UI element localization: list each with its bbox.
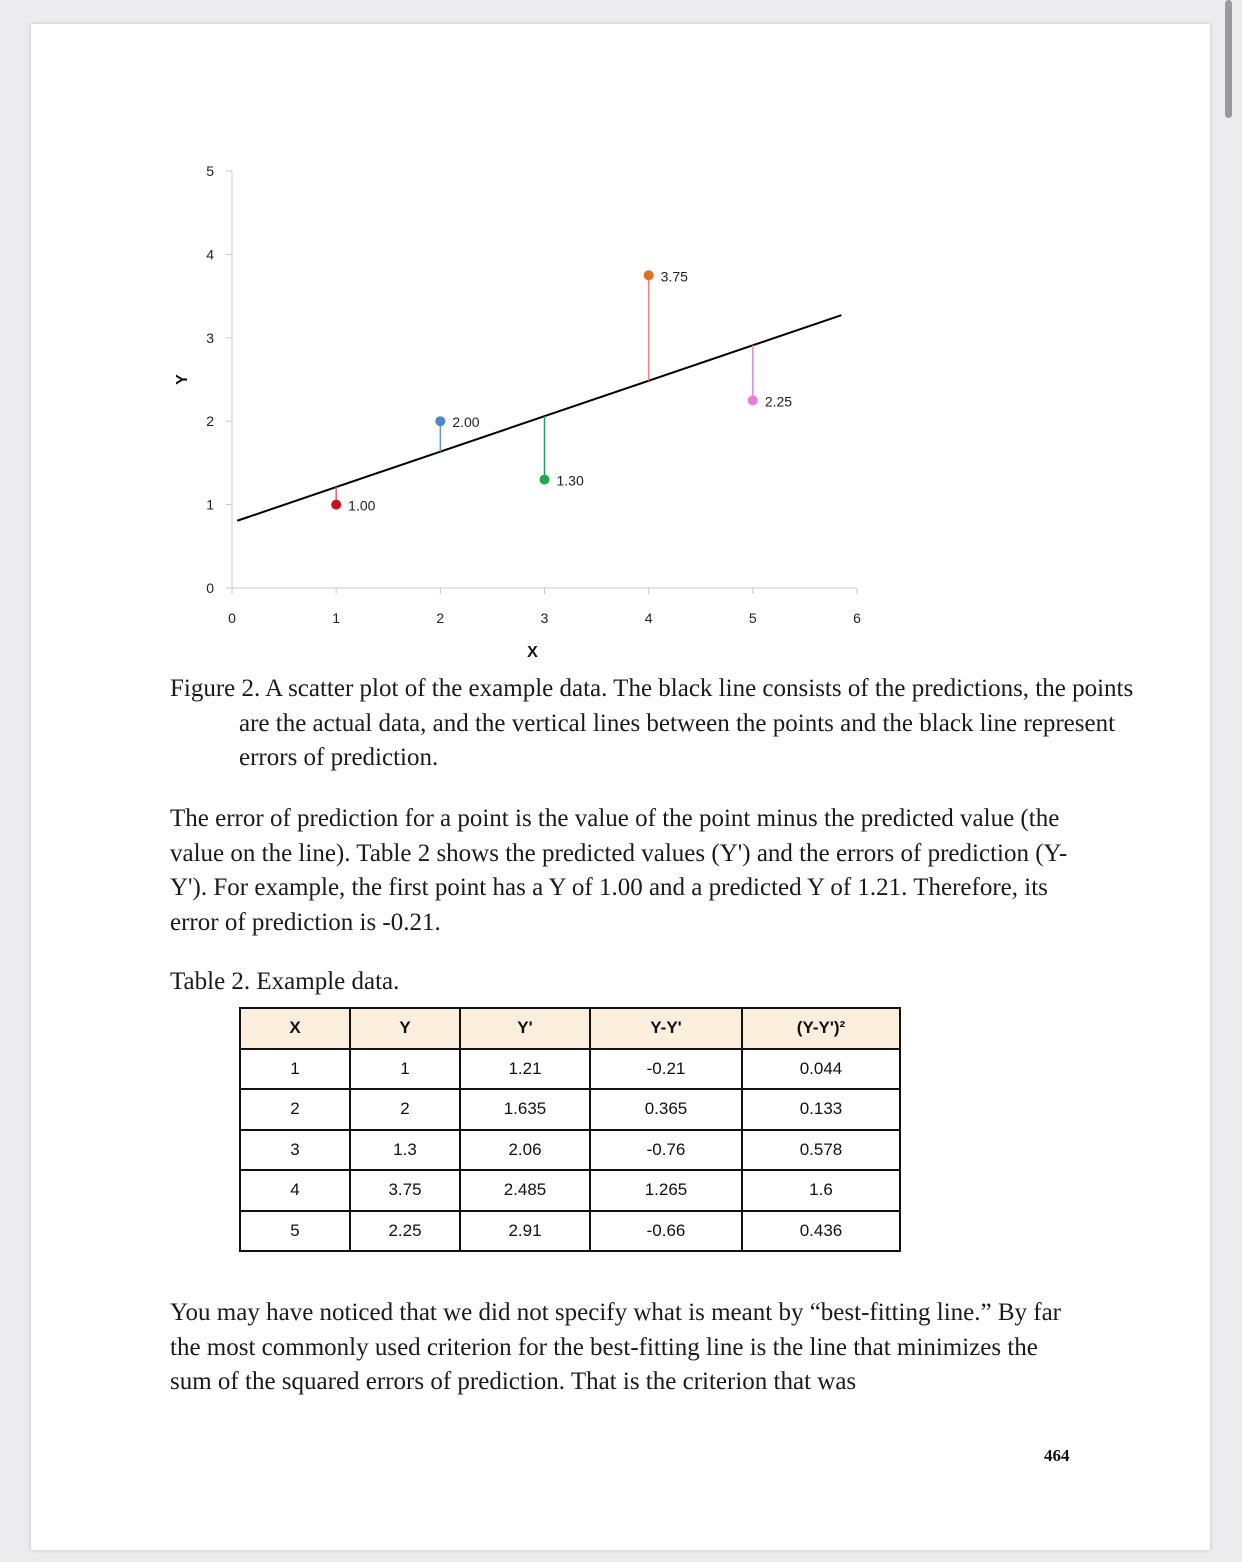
header-y: Y xyxy=(350,1008,460,1049)
header-error: Y-Y' xyxy=(590,1008,742,1049)
table-cell: 1 xyxy=(240,1049,350,1090)
table-cell: 3 xyxy=(240,1130,350,1171)
table-cell: 2.485 xyxy=(460,1170,590,1211)
y-tick-label: 5 xyxy=(206,163,214,179)
x-tick-label: 3 xyxy=(540,610,549,626)
scrollbar-thumb[interactable] xyxy=(1225,0,1232,118)
data-point xyxy=(331,500,341,510)
table-row xyxy=(240,1170,900,1211)
regression-line xyxy=(237,315,841,521)
table-cell: 2 xyxy=(350,1089,460,1130)
table-cell: 0.133 xyxy=(742,1089,900,1130)
data-label: 3.75 xyxy=(660,268,688,285)
table-cell: -0.76 xyxy=(590,1130,742,1171)
y-tick-label: 4 xyxy=(206,246,214,263)
y-tick-label: 2 xyxy=(206,413,214,430)
table-cell: -0.21 xyxy=(590,1049,742,1090)
y-tick-label: 0 xyxy=(206,580,214,596)
table-cell: 2 xyxy=(240,1089,350,1130)
header-x: X xyxy=(240,1008,350,1049)
x-tick-label: 6 xyxy=(853,610,861,626)
table-row xyxy=(240,1049,900,1090)
table-cell: 2.25 xyxy=(350,1211,460,1252)
page-number: 464 xyxy=(1044,1446,1070,1465)
table-cell: 1.3 xyxy=(350,1130,460,1171)
table-row xyxy=(240,1130,900,1171)
header-y-prime: Y' xyxy=(460,1008,590,1049)
data-point xyxy=(748,395,758,405)
table-cell: 2.91 xyxy=(460,1211,590,1252)
x-axis-label: X xyxy=(527,644,538,661)
table-cell: -0.66 xyxy=(590,1211,742,1252)
table-cell: 1.21 xyxy=(460,1049,590,1090)
example-data-table xyxy=(239,1007,901,1252)
paragraph-error-of-prediction: The error of prediction for a point is the value of the point minus the predicted value (the value on the line). Table 2 shows the predicted values (Y') and the errors of prediction (Y-Y'). For example, the first point has a Y of 1.00 and a predicted Y of 1.21. Therefore, its error of prediction is -0.21. xyxy=(170,805,1068,936)
table-title: Table 2. Example data. xyxy=(170,968,400,995)
y-axis-label: Y xyxy=(174,374,191,385)
data-label: 2.00 xyxy=(452,414,480,431)
x-tick-label: 0 xyxy=(228,610,236,626)
x-tick-label: 5 xyxy=(748,610,757,626)
table-cell: 1.635 xyxy=(460,1089,590,1130)
data-label: 1.00 xyxy=(348,497,376,514)
data-label: 1.30 xyxy=(556,472,584,489)
y-tick-label: 1 xyxy=(206,496,214,513)
table-cell: 1 xyxy=(350,1049,460,1090)
figure-caption: Figure 2. A scatter plot of the example data. The black line consists of the predictions, the points are the actual data, and the vertical lines between the points and the black line represent errors of prediction. xyxy=(170,675,1134,771)
data-point xyxy=(540,475,550,485)
y-tick-label: 3 xyxy=(206,329,214,346)
table-cell: 3.75 xyxy=(350,1170,460,1211)
table-cell: 1.265 xyxy=(590,1170,742,1211)
table-cell: 0.578 xyxy=(742,1130,900,1171)
x-tick-label: 2 xyxy=(436,610,445,626)
table-cell: 0.436 xyxy=(742,1211,900,1252)
table-cell: 4 xyxy=(240,1170,350,1211)
paragraph-best-fitting-line: You may have noticed that we did not specify what is meant by “best-fitting line.” By far the most commonly used criterion for the best-fitting line is the line that minimizes the sum of the squared errors of prediction. That is the criterion that was xyxy=(170,1299,1062,1395)
table-row xyxy=(240,1211,900,1252)
header-squared-error: (Y-Y')² xyxy=(742,1008,900,1049)
table-header-row xyxy=(240,1008,900,1049)
table-cell: 0.044 xyxy=(742,1049,900,1090)
data-label: 2.25 xyxy=(764,393,793,410)
table-cell: 0.365 xyxy=(590,1089,742,1130)
scatter-chart xyxy=(160,150,880,665)
x-tick-label: 4 xyxy=(644,610,653,626)
table-cell: 2.06 xyxy=(460,1130,590,1171)
table-row xyxy=(240,1089,900,1130)
table-cell: 1.6 xyxy=(742,1170,900,1211)
data-point xyxy=(644,270,654,280)
data-point xyxy=(435,416,445,426)
x-tick-label: 1 xyxy=(332,610,341,626)
table-cell: 5 xyxy=(240,1211,350,1252)
